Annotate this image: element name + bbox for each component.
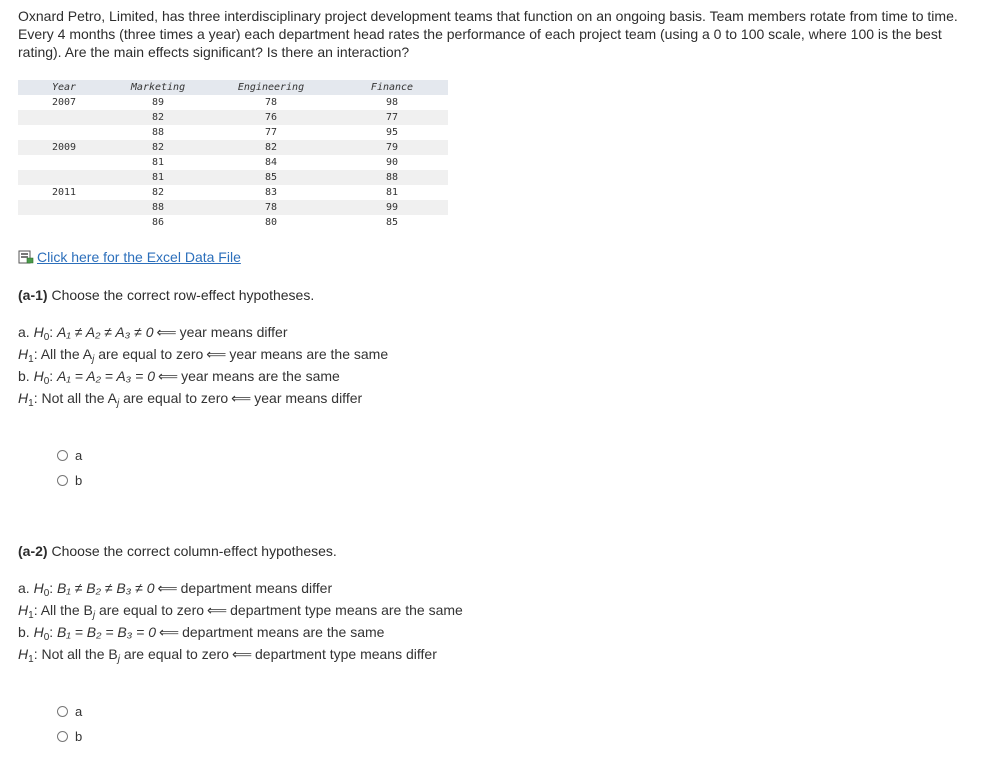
question-a2-text: Choose the correct column-effect hypotheses. — [51, 543, 337, 559]
q2-a-h1-text: All the B — [40, 602, 93, 618]
cell-finance: 77 — [336, 110, 448, 125]
q1-b-h0-expr: A₁ = A₂ = A₃ = 0 — [57, 368, 155, 384]
cell-engineering: 82 — [206, 140, 336, 155]
q2-b-h1-note: department type means differ — [255, 646, 437, 662]
q2-option-b-h1: $H_1$: Not all the $B_j$ are equal to zero ⟸ department type means differ — [18, 646, 437, 665]
q2-b-h1-text: Not all the B — [41, 646, 118, 662]
q2-b-h0-note: department means are the same — [182, 624, 385, 640]
cell-year: 2009 — [18, 140, 110, 155]
question-a1-text: Choose the correct row-effect hypotheses. — [51, 287, 315, 303]
cell-marketing: 88 — [110, 200, 206, 215]
q2-b-h0-expr: B₁ = B₂ = B₃ = 0 — [57, 624, 157, 640]
cell-marketing: 81 — [151, 157, 165, 168]
cell-finance: 88 — [336, 170, 448, 185]
cell-finance: 81 — [385, 187, 399, 198]
cell-marketing: 82 — [110, 110, 206, 125]
excel-link-text[interactable]: Click here for the Excel Data File — [37, 249, 241, 265]
cell-year — [18, 125, 110, 140]
cell-marketing: 86 — [151, 217, 165, 228]
cell-marketing: 82 — [110, 140, 206, 155]
question-a1-label: (a-1) — [18, 287, 48, 303]
cell-year — [18, 155, 110, 170]
q1-radio-b[interactable] — [57, 473, 82, 488]
cell-engineering: 84 — [264, 157, 278, 168]
q2-a-h1-tail: are equal to zero — [98, 602, 205, 618]
cell-finance: 85 — [385, 217, 399, 228]
cell-marketing: 82 — [151, 187, 165, 198]
question-a2-title — [18, 543, 337, 559]
q2-radio-b[interactable] — [57, 729, 82, 744]
q2-option-b-h0: b. $H_0$: B₁ = B₂ = B₃ = 0 ⟸ department means are the same — [18, 624, 385, 643]
left-arrow-icon: ⟸ — [156, 324, 177, 340]
left-arrow-icon: ⟸ — [231, 390, 252, 406]
left-arrow-icon: ⟸ — [207, 602, 228, 618]
left-arrow-icon: ⟸ — [157, 580, 178, 596]
q1-a-h0-expr: A₁ ≠ A₂ ≠ A₃ ≠ 0 — [57, 324, 154, 340]
radio-button[interactable] — [57, 706, 68, 717]
q1-b-h0-note: year means are the same — [181, 368, 340, 384]
q1-a-h1-text: All the A — [40, 346, 93, 362]
left-arrow-icon: ⟸ — [206, 346, 227, 362]
header-engineering: Engineering — [206, 80, 336, 95]
cell-engineering: 76 — [206, 110, 336, 125]
cell-finance: 98 — [385, 97, 399, 108]
data-table — [18, 80, 448, 230]
q1-option-b-h1: $H_1$: Not all the $A_j$ are equal to zero ⟸ year means differ — [18, 390, 363, 409]
header-year: Year — [18, 80, 110, 95]
table-row — [18, 215, 448, 230]
q1-b-prefix: b. — [18, 368, 34, 384]
q2-a-h0-note: department means differ — [180, 580, 333, 596]
cell-engineering: 77 — [264, 127, 278, 138]
q1-option-a-h1: $H_1$: All the $A_j$ are equal to zero ⟸ year means are the same — [18, 346, 389, 365]
q1-a-h0-note: year means differ — [179, 324, 288, 340]
q2-radio-a-label: a — [75, 704, 83, 719]
q2-radio-b-label: b — [75, 729, 83, 744]
q2-b-prefix: b. — [18, 624, 34, 640]
q2-b-h1-tail: are equal to zero — [123, 646, 229, 662]
cell-engineering: 83 — [264, 187, 278, 198]
cell-marketing: 88 — [151, 127, 165, 138]
q1-radio-a[interactable] — [57, 448, 82, 463]
q1-b-h1-tail: are equal to zero — [123, 390, 229, 406]
left-arrow-icon: ⟸ — [231, 646, 253, 662]
cell-year — [18, 110, 110, 125]
table-row — [18, 140, 448, 155]
problem-statement: Oxnard Petro, Limited, has three interdisciplinary project development teams that function on an ongoing basis. Team members rotate from time to time. Every 4 months (three times a year) each department head rates the performance of each project team (using a 0 to 100 scale, where 100 is the best rating). Are the main effects significant? Is there an interaction? — [18, 8, 958, 60]
table-row — [18, 200, 448, 215]
question-a2-label: (a-2) — [18, 543, 48, 559]
left-arrow-icon: ⟸ — [157, 368, 179, 384]
q2-a-h1-note: department type means are the same — [230, 602, 463, 618]
table-row — [18, 170, 448, 185]
q1-b-h1-text: Not all the A — [41, 390, 117, 406]
q2-option-a-h1: $H_1$: All the $B_j$ are equal to zero ⟸ department type means are the same — [18, 602, 463, 621]
cell-finance: 79 — [336, 140, 448, 155]
header-finance: Finance — [336, 80, 448, 95]
table-header-row — [18, 80, 448, 95]
cell-engineering: 78 — [206, 200, 336, 215]
q1-b-h1-note: year means differ — [254, 390, 363, 406]
q1-option-b-h0: b. $H_0$: A₁ = A₂ = A₃ = 0 ⟸ year means are the same — [18, 368, 340, 387]
cell-year — [18, 215, 110, 230]
q1-a-prefix: a. — [18, 324, 34, 340]
q1-radio-b-label: b — [75, 473, 83, 488]
table-row — [18, 155, 448, 170]
cell-engineering: 85 — [206, 170, 336, 185]
q2-radio-a[interactable] — [57, 704, 82, 719]
cell-year: 2011 — [51, 187, 77, 198]
cell-year: 2007 — [51, 97, 77, 108]
cell-finance: 95 — [385, 127, 399, 138]
radio-button[interactable] — [57, 475, 68, 486]
radio-button[interactable] — [57, 450, 68, 461]
cell-marketing: 89 — [151, 97, 165, 108]
cell-marketing: 81 — [110, 170, 206, 185]
table-row — [18, 185, 448, 200]
header-marketing: Marketing — [110, 80, 206, 95]
cell-finance: 90 — [385, 157, 399, 168]
excel-file-icon — [18, 250, 34, 264]
q1-a-h1-note: year means are the same — [229, 346, 389, 362]
radio-button[interactable] — [57, 731, 68, 742]
table-row — [18, 110, 448, 125]
q2-option-a-h0: a. $H_0$: B₁ ≠ B₂ ≠ B₃ ≠ 0 ⟸ department means differ — [18, 580, 333, 599]
table-row — [18, 125, 448, 140]
left-arrow-icon: ⟸ — [159, 624, 180, 640]
question-a1-title — [18, 287, 314, 303]
excel-data-link[interactable] — [18, 249, 241, 265]
q1-option-a-h0: a. $H_0$: A₁ ≠ A₂ ≠ A₃ ≠ 0 ⟸ year means differ — [18, 324, 288, 343]
q1-a-h1-tail: are equal to zero — [98, 346, 204, 362]
cell-year — [18, 170, 110, 185]
table-row — [18, 95, 448, 110]
q1-radio-a-label: a — [75, 448, 83, 463]
cell-finance: 99 — [336, 200, 448, 215]
cell-engineering: 80 — [264, 217, 278, 228]
q2-a-prefix: a. — [18, 580, 34, 596]
cell-year — [18, 200, 110, 215]
cell-engineering: 78 — [264, 97, 278, 108]
q2-a-h0-expr: B₁ ≠ B₂ ≠ B₃ ≠ 0 — [57, 580, 155, 596]
